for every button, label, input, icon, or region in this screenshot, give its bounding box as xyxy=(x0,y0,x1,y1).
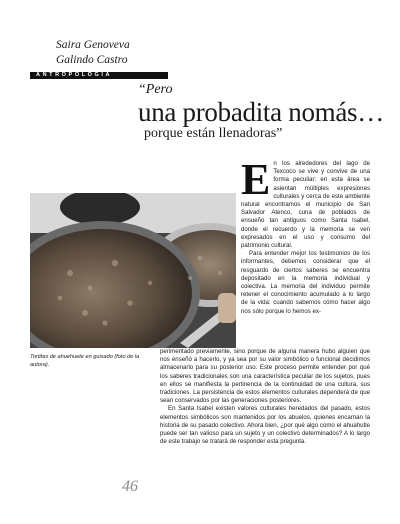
drop-cap: E xyxy=(241,155,271,204)
title-line-1: “Pero xyxy=(138,82,173,97)
food-photo xyxy=(30,193,236,348)
paragraph-1 xyxy=(241,155,370,250)
paragraph-3: En Santa Isabel existen valores culturales heredados del pasado, estos elementos simbólicos son mantenidos por los abuelos, quienes encarnan la historia de su pasado colectivo. Ahora bien, ¿por qué algo como el ahuahutle puede ser tan valioso para un sujeto y un colectivo determinados? A lo largo de este trabajo se tratará de responder esta pregunta. xyxy=(160,405,370,446)
author-line-1: Saira Genoveva xyxy=(56,39,130,51)
body-column-right xyxy=(241,155,370,316)
author-line-2: Galindo Castro xyxy=(56,54,128,66)
author-names xyxy=(56,38,130,68)
paragraph-1-text: n los alrededores del lago de Texcoco se vive y convive de una forma peculiar: en esta área se asientan múltiples expresiones culturales y cerca de este ambiente natural encontramos el municipio de San Salvador Atenco, cuna de poblados de ensueño tan antiguos como Santa Isabel, donde el recuerdo y la memoria se ven expresados en el uso y consumo del patrimonio cultural. xyxy=(241,160,370,250)
article-title xyxy=(138,82,384,142)
title-line-3: porque están llenadoras” xyxy=(144,126,283,141)
photo-caption: Tortitas de ahuehuete en guisado (foto de la autora). xyxy=(30,354,140,368)
section-label: ANTROPOLOGÍA xyxy=(30,72,168,79)
paragraph-2: Para entender mejor los testimonios de los informantes, debemos considerar que el resguardo de ciertos saberes se encuentra depositado en la memoria individual y colectiva. La memoria del individuo permite retener el conocimiento acumulado a lo largo de la vida: cuando sabemos cómo hacer algo nos sólo porque lo hemos ex- xyxy=(241,250,370,315)
photo-illustration xyxy=(30,193,236,348)
title-line-2: una probadita nomás… xyxy=(138,97,384,127)
paragraph-2-continued: perimentado previamente, sino porque de alguna manera hubo alguien que nos enseñó a hacerlo, y ya sea por su valor simbólico o funcional decidimos almacenarlo para su posterior uso. Este proceso permite entender por qué los saberes tradicionales son una característica peculiar de los sujetos, pues en ellos se manifiesta la pertinencia de la continuidad de una cultura, sus tradiciones. La persistencia de estos elementos culturales dependerá de que sean conservados por las generaciones posteriores. xyxy=(160,348,370,405)
body-column-wide xyxy=(160,348,370,446)
page-number: 46 xyxy=(122,478,138,495)
